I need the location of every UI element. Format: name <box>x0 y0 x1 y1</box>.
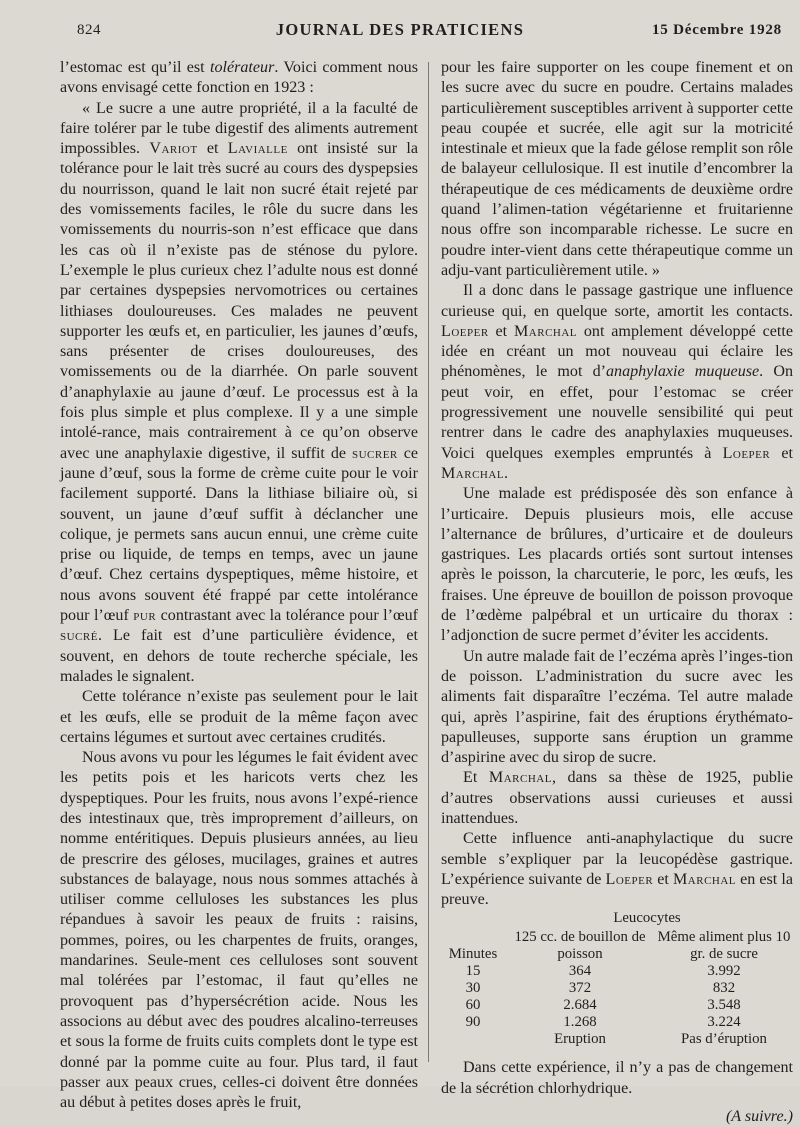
leucocyte-table <box>441 929 793 1048</box>
cell-sucre: 3.224 <box>707 1014 741 1031</box>
left-column-paragraph: l’estomac est qu’il est tolérateur. Voici comment nous avons envisagé cette fonction en 1923 : <box>60 59 418 97</box>
col-header-sucre: Même aliment plus 10 gr. de sucre <box>657 929 791 963</box>
author-name: sucré <box>60 627 98 645</box>
left-column <box>60 58 418 1113</box>
author-name: Loeper <box>441 322 489 340</box>
right-column <box>441 58 793 1127</box>
left-column-paragraph: Nous avons vu pour les légumes le fait évident avec les petits pois et les haricots verts chez les dyspeptiques. Pour les fruits, nous avons l’expé-rience des intestinaux que, très improprement d’ailleurs, on nomme entéritiques. Depuis plusieurs années, au lieu de prescrire des géloses, mucilages, graines et autres substances de balayage, nous nous sommes attachés à utiliser comme celluloses les substances les plus répandues à savoir les peaux de fruits : raisins, pommes, poires, ou les charpentes de fruits, oranges, mandarines. Seule-ment ces celluloses sont souvent mal tolérées par l’estomac, il faut qu’elles ne provoquent pas d’hypersécrétion acide. Nous les associons au début avec des poudres alcalino-terreuses et sous la forme de fruits cuits complets dont le type est donné par la pomme cuite au four. Plus tard, il faut passer aux peaux crues, celles-ci doivent être données au début à petites doses après le fruit, <box>60 749 419 1112</box>
running-head <box>0 0 800 48</box>
cell-minutes: 60 <box>465 997 481 1014</box>
closing-paragraph: Dans cette expérience, il n’y a pas de changement de la sécrétion chlorhydrique. <box>441 1059 793 1097</box>
footer-cell-no-eruption: Pas d’éruption <box>681 1031 767 1048</box>
author-name: Marchal <box>672 870 737 888</box>
table-row <box>441 980 793 997</box>
author-name: Loeper <box>722 444 771 462</box>
table-row <box>441 997 793 1014</box>
right-column-paragraph: Cette influence anti-anaphylactique du sucre semble s’expliquer par la leucopédèse gastrique. L’expérience suivante de Loeper et Marchal en est la preuve. <box>441 830 793 909</box>
cell-sucre: 3.992 <box>707 963 741 980</box>
page-number: 824 <box>77 22 101 38</box>
table-footer-row <box>441 1031 793 1048</box>
right-column-text <box>441 58 793 910</box>
cell-minutes: 15 <box>465 963 481 980</box>
author-name: Lavialle <box>227 140 288 158</box>
right-column-paragraph: Et Marchal, dans sa thèse de 1925, publie d’autres observations aussi curieuses et aussi inattendues. <box>441 769 794 827</box>
cell-minutes: 90 <box>465 1014 481 1031</box>
cell-bouillon: 1.268 <box>563 1014 597 1031</box>
col-header-bouillon: 125 cc. de bouillon de poisson <box>514 929 646 963</box>
cell-minutes: 30 <box>465 980 481 997</box>
cell-bouillon: 364 <box>568 963 592 980</box>
table-row <box>441 1014 793 1031</box>
author-name: Variot <box>149 140 198 158</box>
footer-cell-eruption: Eruption <box>554 1031 606 1048</box>
right-column-paragraph: pour les faire supporter on les coupe finement et on les sucre avec du sucre en poudre. Certains malades particulièrement susceptibles arrivent à supporter cette peau coupée et sucrée, elle agit sur la motricité intestinale et mieux que la fade gélose remplit son rôle de balayeur cellulosique. Il est inutile d’encombrer la thérapeutique de ces médicaments de deuxième ordre quand l’alimen-tation végétarienne et fruitarienne nous offre son incomparable richesse. Le sucre en poudre inter-vient dans cette thérapeutique comme un adju-vant particulièrement utile. » <box>441 59 793 279</box>
table-caption: Leucocytes <box>613 910 681 927</box>
journal-title: JOURNAL DES PRATICIENS <box>275 20 525 39</box>
right-column-paragraph: Une malade est prédisposée dès son enfance à l’urticaire. Depuis plusieurs mois, elle accuse l’alternance de brûlures, d’urticaire et de douleurs gastriques. Les placards ortiés sont surtout intenses après le poisson, la charcuterie, le porc, les œufs, les fraises. Une épreuve de bouillon de poisson provoque de l’œdème palpébral et un urticaire du thorax : l’adjonction de sucre permet d’éviter les accidents. <box>441 485 793 645</box>
cell-bouillon: 2.684 <box>563 997 597 1014</box>
author-name: sucrer <box>351 444 398 462</box>
cell-bouillon: 372 <box>568 980 592 997</box>
author-name: Loeper <box>605 870 654 888</box>
author-name: pur <box>133 607 157 625</box>
table-header-row <box>441 929 793 963</box>
cell-sucre: 3.548 <box>707 997 741 1014</box>
col-header-minutes: Minutes <box>448 946 498 963</box>
right-column-paragraph: Un autre malade fait de l’eczéma après l’inges-tion de poisson. L’administration du sucre avec les aliments fait disparaître l’eczéma. Tel autre malade qui, après l’aspirine, fait des éruptions érythémato-papulleuses, supporte sans éruption un gramme d’aspirine avec du sirop de sucre. <box>441 647 793 767</box>
to-be-continued: (A suivre.) <box>725 1108 793 1126</box>
left-column-paragraph: Cette tolérance n’existe pas seulement pour le lait et les œufs, elle se produit de la même façon avec certains légumes et surtout avec certaines crudités. <box>60 688 418 746</box>
emphasis: anaphylaxie muqueuse <box>605 363 760 381</box>
table-row <box>441 963 793 980</box>
leucocyte-table-block <box>441 910 793 1048</box>
footer-cell-empty <box>441 1031 505 1048</box>
author-name: Marchal <box>513 322 578 340</box>
table-body <box>441 963 793 1031</box>
emphasis: tolérateur <box>209 59 275 76</box>
left-column-paragraph: « Le sucre a une autre propriété, il a la faculté de faire tolérer par le tube digestif des aliments autrement impossibles. Variot et Lavialle ont insisté sur la tolérance pour le lait très sucré au cours des dyspepsies du nourrisson, quand le lait non sucré était rejeté par des vomissements faciles, le rôle du sucre dans les vomissements du nourris-son n’est efficace que dans les cas où il n’existe pas de sténose du pylore. L’exemple le plus curieux chez l’adulte nous est donné par certaines dyspepsies nervomotrices ou certaines lithiases douloureuses. Ces malades ne peuvent supporter les œufs et, en particulier, les jaunes d’œufs, sans présenter de crises douloureuses, des vomissements ou de la diarrhée. On parle souvent d’anaphylaxie au jaune d’œuf. Le processus est à la fois plus simple et plus complexe. Il y a une simple intolé-rance, mais contrairement à ce qu’on observe avec une anaphylaxie digestive, il suffit de sucrer ce jaune d’œuf, sous la forme de crème cuite pour le voir facilement supporté. Dans la lithiase biliaire où, si souvent, un jaune d’œuf suffit à déclancher une colique, je permets sans aucun ennui, une crème cuite prise ou liquide, de temps en temps, avec un jaune d’œuf. Chez certains dyspeptiques, même histoire, et nous avons souvent été frappé par cette intolérance pour l’œuf pur contrastant avec la tolérance pour l’œuf sucré. Le fait est d’une particulière évidence, et souvent, en dehors de toute recherche spéciale, les malades le signalent. <box>60 99 419 685</box>
author-name: Marchal <box>441 464 505 482</box>
author-name: Marchal <box>488 769 552 787</box>
column-divider <box>428 62 429 1062</box>
cell-sucre: 832 <box>712 980 736 997</box>
issue-date: 15 Décembre 1928 <box>652 22 782 38</box>
right-column-paragraph: Il a donc dans le passage gastrique une influence curieuse qui, en quelque sorte, amortit les contacts. Loeper et Marchal ont amplement développé cette idée en créant un mot nouveau qui éclaire les phénomènes, le mot d’anaphylaxie muqueuse. On peut voir, en effet, pour l’estomac se créer progressivement une nouvelle sensibilité qui peut rentrer dans le cadre des anaphylaxies muqueuses. Voici quelques exemples empruntés à Loeper et Marchal. <box>441 282 793 482</box>
